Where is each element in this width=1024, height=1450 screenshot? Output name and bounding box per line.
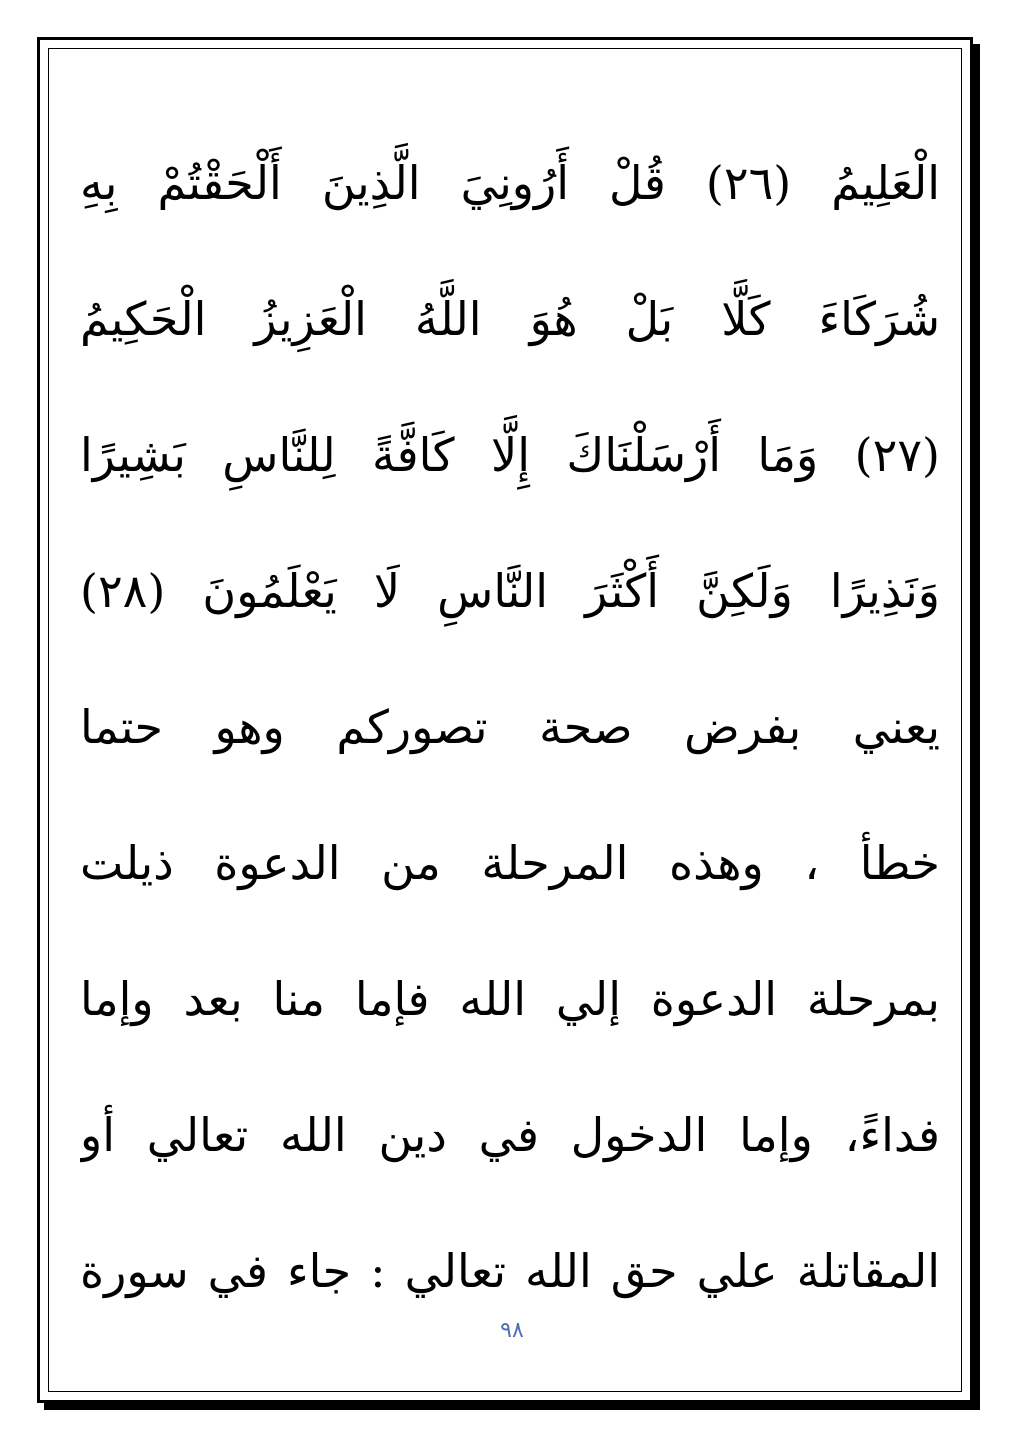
text-line-4: وَنَذِيرًا وَلَكِنَّ أَكْثَرَ النَّاسِ لَا يَعْلَمُونَ (٢٨) [80, 564, 940, 618]
text-line-9: المقاتلة علي حق الله تعالي : جاء في سورة [80, 1244, 940, 1298]
text-line-7: بمرحلة الدعوة إلي الله فإما منا بعد وإما [80, 972, 940, 1026]
text-line-5: يعني بفرض صحة تصوركم وهو حتما [80, 700, 940, 754]
text-line-2: شُرَكَاءَ كَلَّا بَلْ هُوَ اللَّهُ الْعَزِيزُ الْحَكِيمُ [80, 292, 940, 346]
text-line-8: فداءً، وإما الدخول في دين الله تعالي أو [80, 1108, 940, 1162]
page-body-text [80, 115, 940, 1339]
page-number: ٩٨ [500, 1318, 524, 1343]
text-line-1: الْعَلِيمُ (٢٦) قُلْ أَرُونِيَ الَّذِينَ أَلْحَقْتُمْ بِهِ [80, 156, 940, 210]
text-line-3: (٢٧) وَمَا أَرْسَلْنَاكَ إِلَّا كَافَّةً لِلنَّاسِ بَشِيرًا [80, 428, 940, 482]
text-line-6: خطأ ، وهذه المرحلة من الدعوة ذيلت [80, 836, 940, 890]
